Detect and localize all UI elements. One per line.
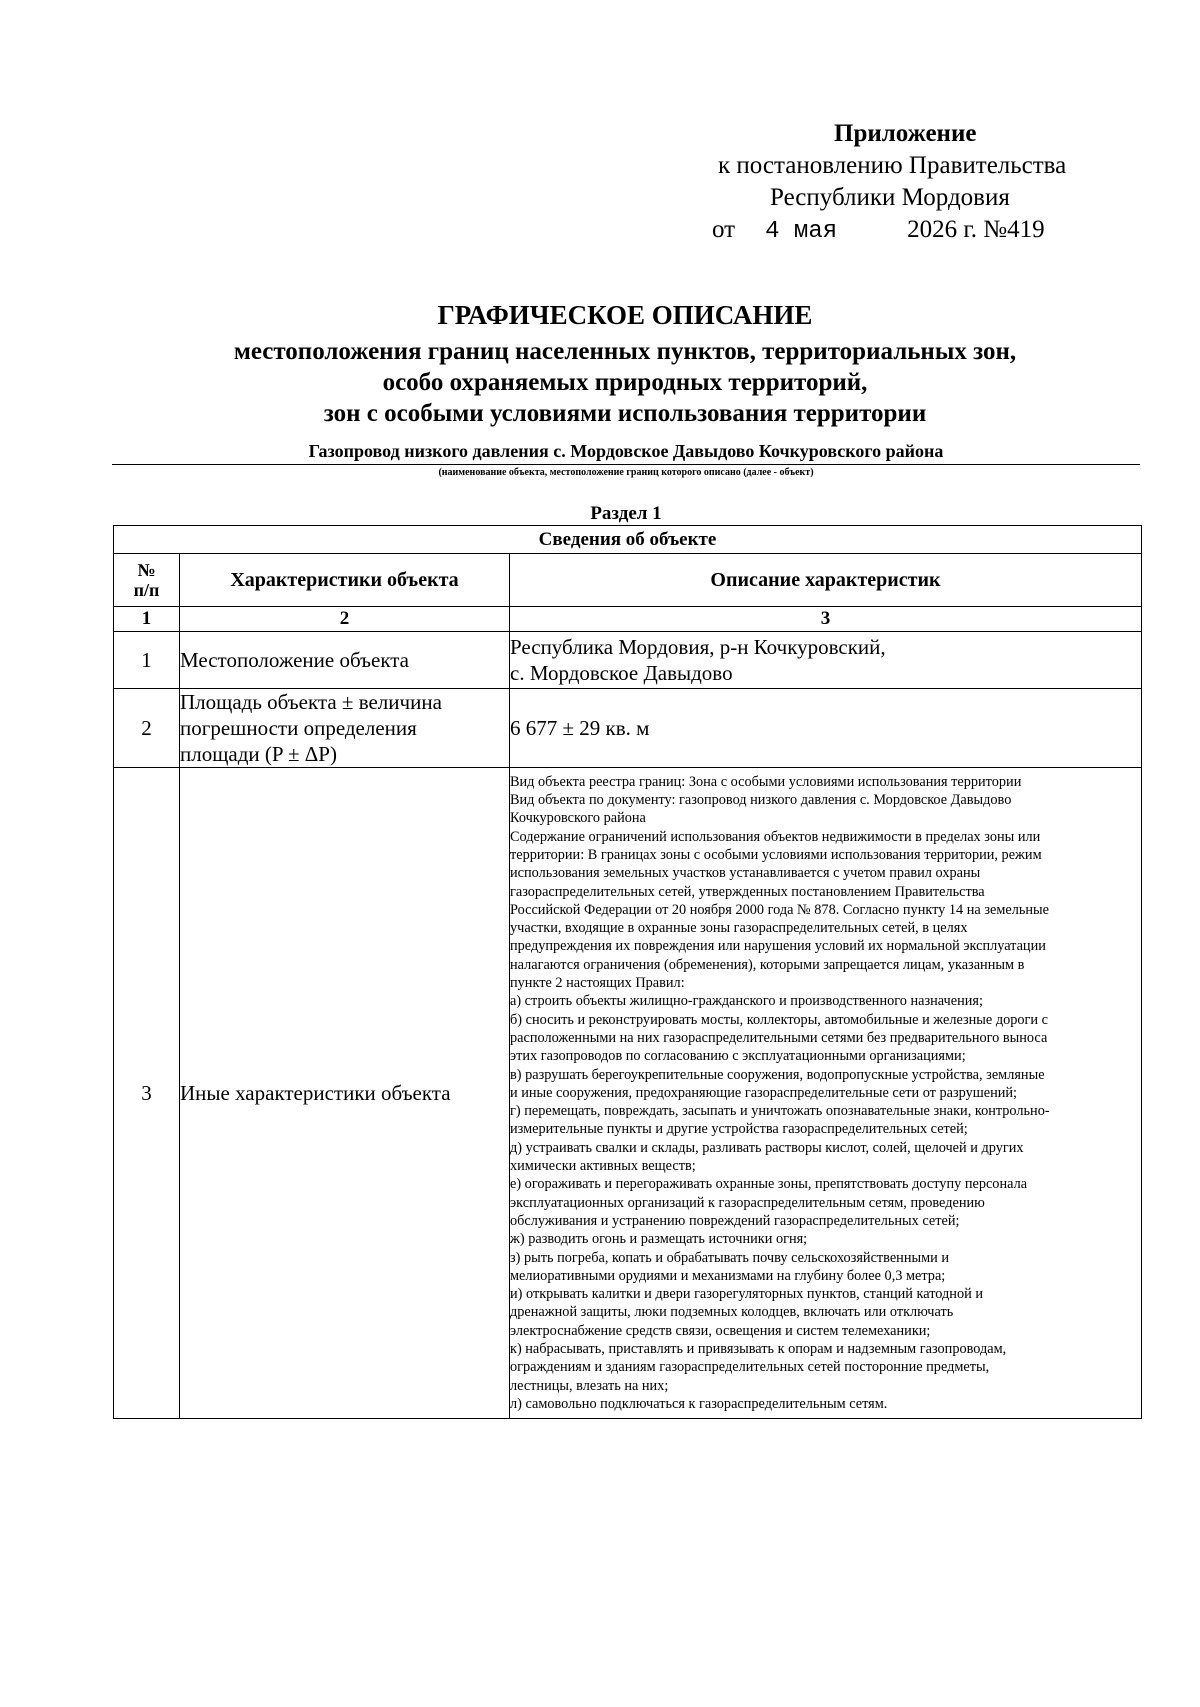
table-row bbox=[114, 689, 1142, 768]
document-subtitle-3: зон с особыми условиями использования территории bbox=[323, 400, 927, 427]
section-title: Раздел 1 bbox=[590, 503, 662, 524]
description-line: эксплуатационных организаций к газораспределительным сетям, проведению bbox=[510, 1194, 985, 1211]
description-line: химически активных веществ; bbox=[510, 1158, 696, 1175]
header-characteristics: Характеристики объекта bbox=[180, 554, 510, 607]
row-label: Иные характеристики объекта bbox=[180, 768, 510, 1419]
description-line: з) рыть погреба, копать и обрабатывать почву сельскохозяйственными и bbox=[510, 1249, 950, 1266]
table-caption-row bbox=[114, 526, 1142, 554]
description-line: е) огораживать и перегораживать охранные зоны, препятствовать доступу персонала bbox=[510, 1176, 1028, 1193]
description-line: территории: В границах зоны с особыми условиями использования территории, режим bbox=[510, 846, 1042, 863]
appendix-title: Приложение bbox=[834, 120, 977, 147]
description-line: использования земельных участков устанавливается с учетом правил охраны bbox=[510, 865, 981, 882]
column-number-row bbox=[114, 607, 1142, 632]
description-line: налагаются ограничения (обременения), которыми запрещается лицам, указанным в bbox=[510, 956, 1025, 973]
document-subtitle-1: местоположения границ населенных пунктов, территориальных зон, bbox=[233, 338, 1017, 365]
description-line: и иные сооружения, предохраняющие газораспределительные сети от разрушений; bbox=[510, 1084, 1018, 1101]
appendix-line-1: к постановлению Правительства bbox=[718, 152, 1067, 179]
row-value-line: с. Мордовское Давыдово bbox=[510, 661, 733, 685]
appendix-date-line bbox=[690, 214, 1150, 248]
column-number: 2 bbox=[180, 607, 510, 632]
table-caption: Сведения об объекте bbox=[114, 526, 1142, 554]
description-line: д) устраивать свалки и склады, разливать растворы кислот, солей, щелочей и других bbox=[510, 1139, 1024, 1156]
description-line: а) строить объекты жилищно-гражданского и производственного назначения; bbox=[510, 993, 983, 1010]
appendix-year-number: 2026 г. №419 bbox=[907, 216, 1045, 243]
description-line: расположенными на них газораспределительными сетями без предварительного выноса bbox=[510, 1029, 1048, 1046]
appendix-date: 4 мая bbox=[765, 218, 838, 245]
description-line: л) самовольно подключаться к газораспределительным сетям. bbox=[510, 1395, 888, 1412]
description-line: обслуживания и устранению повреждений газораспределительных сетей; bbox=[510, 1212, 960, 1229]
description-line: Кочкуровского района bbox=[510, 810, 646, 827]
object-name-note: (наименование объекта, местоположение границ которого описано (далее - объект) bbox=[438, 467, 814, 478]
description-line: измерительные пункты и другие устройства газораспределительных сетей; bbox=[510, 1121, 968, 1138]
header-num bbox=[114, 554, 180, 607]
description-line: Вид объекта по документу: газопровод низкого давления с. Мордовское Давыдово bbox=[510, 792, 1012, 809]
description-line: участки, входящие в охранные зоны газораспределительных сетей, в целях bbox=[510, 920, 968, 937]
description-line: к) набрасывать, приставлять и привязывать к опорам и надземным газопроводам, bbox=[510, 1341, 1007, 1357]
row-label-line: Площадь объекта ± величина bbox=[180, 690, 442, 714]
appendix-line-2: Республики Мордовия bbox=[770, 184, 1010, 211]
row-value-line: Республика Мордовия, р-н Кочкуровский, bbox=[510, 635, 886, 659]
description-line: дренажной защиты, люки подземных колодцев, включать или отключать bbox=[510, 1304, 954, 1321]
row-label: Местоположение объекта bbox=[180, 632, 510, 689]
description-line: лестницы, влезать на них; bbox=[510, 1377, 669, 1394]
header-num-part: № bbox=[137, 560, 156, 580]
description-line: и) открывать калитки и двери газорегуляторных пунктов, станций катодной и bbox=[510, 1286, 983, 1303]
description-line: г) перемещать, повреждать, засыпать и уничтожать опознавательные знаки, контрольно- bbox=[510, 1103, 1050, 1120]
column-number: 3 bbox=[510, 607, 1142, 632]
description-line: б) сносить и реконструировать мосты, коллекторы, автомобильные и железные дороги с bbox=[510, 1011, 1048, 1028]
column-number: 1 bbox=[114, 607, 180, 632]
row-number: 2 bbox=[114, 689, 180, 768]
description-line: ограждениям и зданиям газораспределительных сетей посторонние предметы, bbox=[510, 1359, 990, 1376]
header-num-label bbox=[114, 560, 179, 600]
description-line: Содержание ограничений использования объектов недвижимости в пределах зоны или bbox=[510, 828, 1041, 845]
object-name: Газопровод низкого давления с. Мордовское Давыдово Кочкуровского района bbox=[308, 441, 944, 461]
appendix-block bbox=[690, 118, 1150, 248]
description-line: предупреждения их повреждения или нарушения условий их нормальной эксплуатации bbox=[510, 938, 1046, 955]
appendix-from: от bbox=[712, 216, 736, 243]
description-line: пункте 2 настоящих Правил: bbox=[510, 975, 685, 992]
table-row bbox=[114, 768, 1142, 1419]
document-title: ГРАФИЧЕСКОЕ ОПИСАНИЕ bbox=[437, 300, 813, 330]
row-label-line: погрешности определения bbox=[180, 716, 417, 740]
description-line: мелиоративными орудиями и механизмами на глубину более 0,3 метра; bbox=[510, 1267, 946, 1284]
row-value bbox=[510, 632, 1142, 689]
row-label bbox=[180, 689, 510, 768]
row-description bbox=[510, 768, 1142, 1419]
table-header-row bbox=[114, 554, 1142, 607]
description-line: электроснабжение средств связи, освещения и систем телемеханики; bbox=[510, 1322, 931, 1339]
table-row bbox=[114, 632, 1142, 689]
description-line: ж) разводить огонь и размещать источники огня; bbox=[510, 1231, 808, 1248]
header-num-part: п/п bbox=[133, 580, 160, 600]
description-line: в) разрушать берегоукрепительные сооружения, водопропускные устройства, земляные bbox=[510, 1066, 1045, 1083]
description-line: Вид объекта реестра границ: Зона с особыми условиями использования территории bbox=[510, 773, 1022, 790]
row-value: 6 677 ± 29 кв. м bbox=[510, 689, 1142, 768]
header-description: Описание характеристик bbox=[510, 554, 1142, 607]
object-name-underline bbox=[112, 464, 1140, 465]
document-subtitle-2: особо охраняемых природных территорий, bbox=[382, 369, 868, 396]
object-info-table bbox=[113, 525, 1142, 1419]
row-number: 3 bbox=[114, 768, 180, 1419]
description-line: Российской Федерации от 20 ноября 2000 года № 878. Согласно пункту 14 на земельные bbox=[510, 901, 1049, 918]
description-line: этих газопроводов по согласованию с эксплуатационными организациями; bbox=[510, 1048, 966, 1065]
row-label-line: площади (P ± ΔP) bbox=[180, 742, 337, 766]
description-line: газораспределительных сетей, утвержденных постановлением Правительства bbox=[510, 883, 985, 900]
row-number: 1 bbox=[114, 632, 180, 689]
